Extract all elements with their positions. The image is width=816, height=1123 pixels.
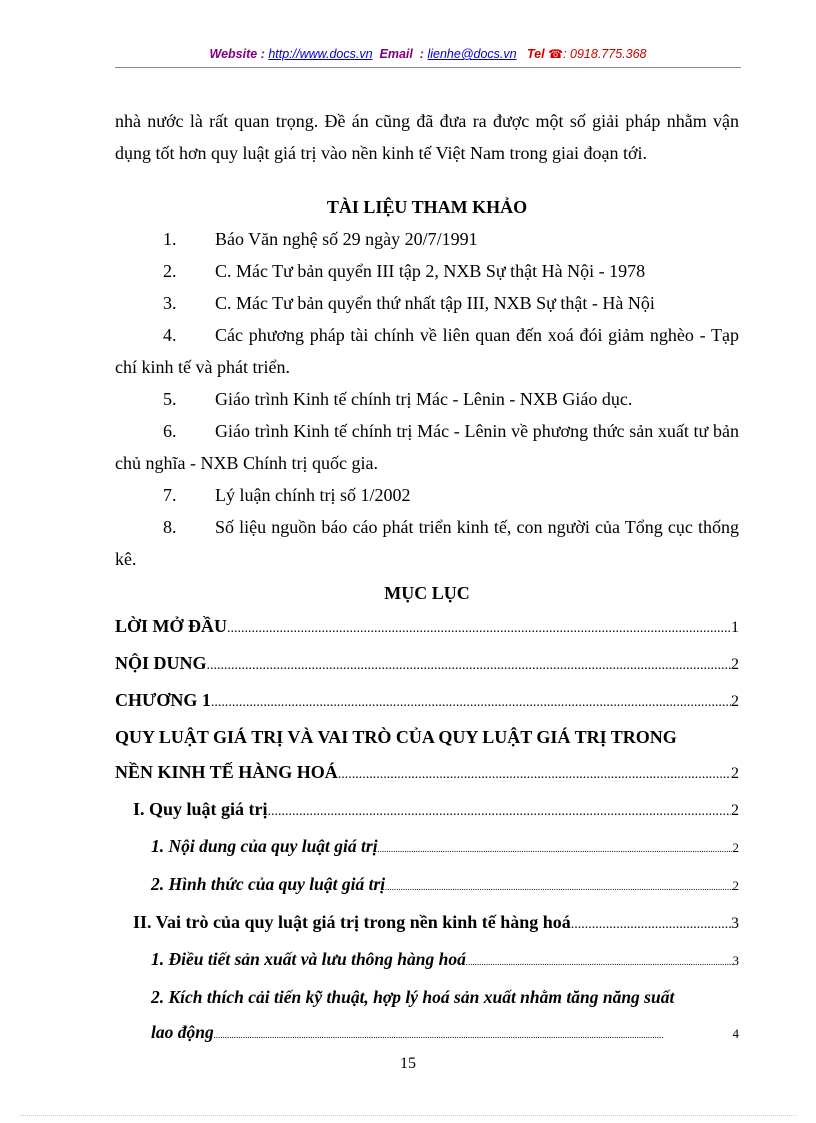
toc-entry-chuong-1[interactable]: CHƯƠNG 1 ..... 2	[115, 683, 739, 720]
toc-entry-section-1[interactable]: I. Quy luật giá trị ..... 2	[115, 792, 739, 829]
toc-entry-loi-mo-dau[interactable]: LỜI MỞ ĐẦU ..... 1	[115, 609, 739, 646]
reference-item: 4. Các phương pháp tài chính về liên quan đến xoá đói giảm nghèo - Tạp chí kinh tế và phát triển.	[115, 325, 739, 377]
tel-number: : 0918.775.368	[563, 47, 647, 61]
reference-item: 7. Lý luận chính trị số 1/2002	[163, 485, 411, 505]
table-of-contents	[115, 609, 739, 1053]
email-link[interactable]: lienhe@docs.vn	[427, 47, 517, 61]
page-number: 15	[400, 1055, 416, 1072]
tel-label: Tel	[527, 47, 545, 61]
toc-entry-noi-dung[interactable]: NỘI DUNG ..... 2	[115, 646, 739, 683]
reference-item: 5. Giáo trình Kinh tế chính trị Mác - Lênin - NXB Giáo dục.	[163, 389, 633, 409]
reference-item: 1. Báo Văn nghệ số 29 ngày 20/7/1991	[163, 229, 478, 249]
references-title: TÀI LIỆU THAM KHẢO	[326, 197, 528, 217]
website-link[interactable]: http://www.docs.vn	[268, 47, 373, 61]
phone-icon: ☎	[548, 47, 564, 61]
reference-item: 8. Số liệu nguồn báo cáo phát triển kinh tế, con người của Tổng cục thống kê.	[115, 517, 739, 569]
toc-entry-chapter-title[interactable]: NỀN KINH TẾ HÀNG HOÁ ..... 2	[115, 755, 739, 792]
toc-entry-section-2-1[interactable]: 1. Điều tiết sản xuất và lưu thông hàng hoá ..... 3	[115, 942, 739, 980]
toc-entry-section-1-1[interactable]: 1. Nội dung của quy luật giá trị ..... 2	[115, 829, 739, 867]
reference-item: 6. Giáo trình Kinh tế chính trị Mác - Lênin về phương thức sản xuất tư bản chủ nghĩa - NXB Chính trị quốc gia.	[115, 421, 739, 473]
page-content	[115, 105, 739, 1053]
intro-paragraph: nhà nước là rất quan trọng. Đề án cũng đã đưa ra được một số giải pháp nhằm vận dụng tốt hơn quy luật giá trị vào nền kinh tế Việt Nam trong giai đoạn tới.	[115, 111, 739, 163]
toc-entry-section-2-2[interactable]: lao động ..... 4	[115, 1015, 739, 1053]
reference-item: 2. C. Mác Tư bản quyển III tập 2, NXB Sự thật Hà Nội - 1978	[163, 261, 646, 281]
footer-divider	[20, 1115, 796, 1116]
references-list	[115, 223, 739, 575]
page-header: Website : http://www.docs.vn Email : lienhe@docs.vn Tel ☎: 0918.775.368	[115, 47, 741, 68]
toc-entry-chapter-title-line1[interactable]: QUY LUẬT GIÁ TRỊ VÀ VAI TRÒ CỦA QUY LUẬT GIÁ TRỊ TRONG	[115, 727, 677, 747]
toc-entry-section-1-2[interactable]: 2. Hình thức của quy luật giá trị ..... 2	[115, 867, 739, 905]
toc-entry-section-2-2-line1[interactable]: 2. Kích thích cải tiến kỹ thuật, hợp lý hoá sản xuất nhằm tăng năng suất	[151, 987, 675, 1007]
email-label: Email	[379, 47, 413, 61]
toc-entry-section-2[interactable]: II. Vai trò của quy luật giá trị trong nền kinh tế hàng hoá ..... 3	[115, 905, 739, 942]
toc-title: MỤC LỤC	[384, 583, 470, 603]
reference-item: 3. C. Mác Tư bản quyển thứ nhất tập III, NXB Sự thật - Hà Nội	[163, 293, 655, 313]
website-label: Website	[209, 47, 258, 61]
